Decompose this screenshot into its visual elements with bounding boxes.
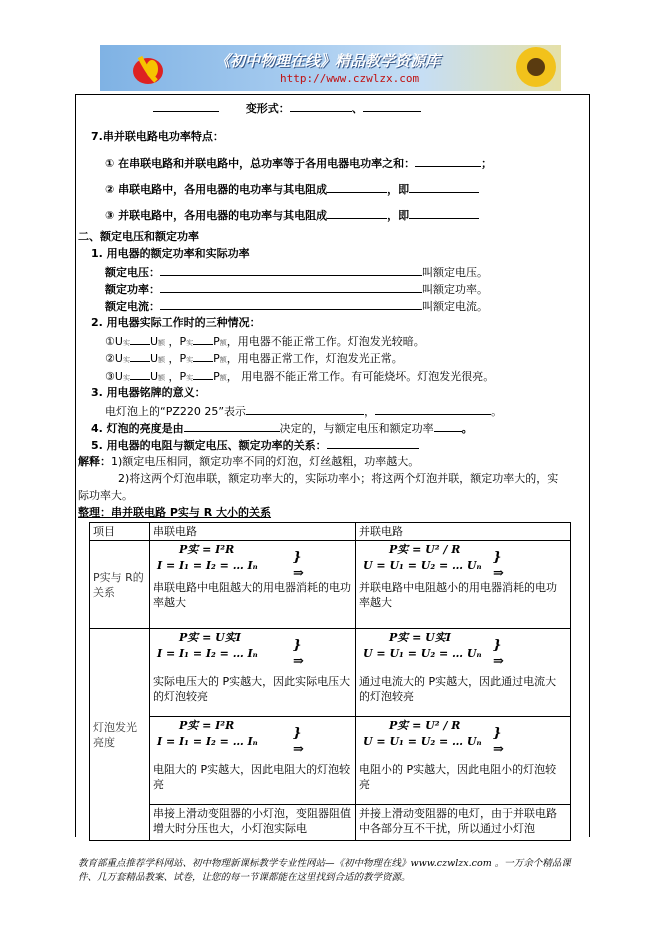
nameplate-line: 电灯泡上的“PZ220 25”表示 ， 。	[105, 405, 503, 418]
parallel-cell-1	[356, 541, 571, 629]
footer-line-2: 件、几万套精品教案、试卷，让您的每一节课都能在这里找到合适的教学资源。	[78, 872, 411, 883]
formula-line: I = I₁ = I₂ = … Iₙ	[157, 647, 258, 660]
sunflower-icon	[510, 45, 561, 91]
table-header-row	[90, 523, 571, 541]
rated-current-line: 额定电流： 叫额定电流。	[105, 300, 488, 313]
explanation-3: 际功率大。	[78, 489, 133, 502]
cell-text: 电阻小的 P实越大，因此电阻小的灯泡较亮	[359, 763, 557, 791]
deform-line: 变形式： 、	[153, 100, 421, 116]
formula-line: P实 = U² / R	[389, 719, 461, 732]
section7-item3: ③ 并联电路中，各用电器的电功率与其电阻成 ，即	[105, 207, 479, 223]
site-banner	[100, 45, 561, 91]
cell-text: 通过电流大的 P实越大，因此通过电流大的灯泡较亮	[359, 675, 557, 703]
section2-s3: 3. 用电器铭牌的意义：	[91, 386, 206, 399]
formula-line: P实 = U实I	[389, 631, 451, 644]
case3-line: ③U实 U额 ，P实 P额， 用电器不能正常工作。有可能烧坏。灯泡发光很亮。	[105, 370, 495, 383]
case1-line: ①U实 U额 ，P实 P额，用电器不能正常工作。灯泡发光较暗。	[105, 335, 425, 348]
formula-line: P实 = I²R	[179, 543, 235, 556]
series-cell-1	[150, 541, 356, 629]
cell-text: 实际电压大的 P实越大，因此实际电压大的灯泡较亮	[153, 675, 351, 703]
banner-url[interactable]: http://www.czwlzx.com	[280, 72, 420, 85]
cell-text: 电阻大的 P实越大，因此电阻大的灯泡较亮	[153, 763, 351, 791]
section2-s1: 1. 用电器的额定功率和实际功率	[91, 247, 250, 260]
formula-line: P实 = U实I	[179, 631, 241, 644]
section2-heading: 二、额定电压和额定功率	[78, 230, 199, 243]
page-footer	[78, 857, 598, 885]
implies-icon: }⇒	[493, 638, 504, 669]
table-row	[90, 629, 571, 717]
series-cell-2	[150, 629, 356, 717]
site-logo-icon	[130, 51, 166, 87]
cell-text: 并联电路中电阻越小的用电器消耗的电功率越大	[359, 581, 557, 609]
implies-icon: }⇒	[293, 726, 304, 757]
header-series: 串联电路	[150, 523, 356, 541]
header-parallel: 并联电路	[356, 523, 571, 541]
formula-line: U = U₁ = U₂ = … Uₙ	[363, 559, 482, 572]
section7-item1: ① 在串联电路和并联电路中，总功率等于各用电器电功率之和： ；	[105, 157, 493, 170]
parallel-cell-4: 并接上滑动变阻器的电灯，由于并联电路中各部分互不干扰，所以通过小灯泡	[356, 805, 571, 841]
formula-line: U = U₁ = U₂ = … Uₙ	[363, 735, 482, 748]
summary-heading: 整理：串并联电路 P实与 R 大小的关系	[78, 506, 272, 519]
rated-voltage-line: 额定电压： 叫额定电压。	[105, 266, 488, 279]
row-label-pr: P实与 R的关系	[90, 541, 150, 629]
case2-line: ②U实 U额 ，P实 P额，用电器正常工作，灯泡发光正常。	[105, 352, 403, 365]
cell-text: 串联电路中电阻越大的用电器消耗的电功率越大	[153, 581, 351, 609]
formula-line: I = I₁ = I₂ = … Iₙ	[157, 559, 258, 572]
implies-icon: }⇒	[293, 638, 304, 669]
table-row	[90, 805, 571, 841]
formula-line: U = U₁ = U₂ = … Uₙ	[363, 647, 482, 660]
table-row	[90, 717, 571, 805]
comparison-table	[89, 522, 571, 841]
parallel-cell-2	[356, 629, 571, 717]
table-row	[90, 541, 571, 629]
parallel-cell-3	[356, 717, 571, 805]
banner-title: 《初中物理在线》精品教学资源库	[215, 52, 441, 70]
footer-line-1: 教育部重点推荐学科网站、初中物理新课标教学专业性网站—《初中物理在线》www.czwlzx.com 。一万余个精品课	[78, 858, 571, 869]
rated-power-line: 额定功率： 叫额定功率。	[105, 283, 488, 296]
implies-icon: }⇒	[493, 550, 504, 581]
series-cell-3	[150, 717, 356, 805]
explanation-1: 解释：1)额定电压相同，额定功率不同的灯泡，灯丝越粗，功率越大。	[78, 455, 420, 468]
series-cell-4: 串接上滑动变阻器的小灯泡，变阻器阻值增大时分压也大，小灯泡实际电	[150, 805, 356, 841]
explanation-2: 2)将这两个灯泡串联，额定功率大的，实际功率小；将这两个灯泡并联，额定功率大的，实	[118, 472, 559, 485]
implies-icon: }⇒	[493, 726, 504, 757]
section2-s2: 2. 用电器实际工作时的三种情况：	[91, 316, 261, 329]
section7-heading: 7.串并联电路电功率特点：	[91, 130, 224, 143]
resistance-relation-line: 5. 用电器的电阻与额定电压、额定功率的关系：	[91, 437, 419, 453]
formula-line: I = I₁ = I₂ = … Iₙ	[157, 735, 258, 748]
implies-icon: }⇒	[293, 550, 304, 581]
formula-line: P实 = U² / R	[389, 543, 461, 556]
section7-item2: ② 串联电路中，各用电器的电功率与其电阻成 ，即	[105, 181, 479, 197]
brightness-line: 4. 灯泡的亮度是由 决定的，与额定电压和额定功率 。	[91, 422, 473, 435]
header-item: 项目	[90, 523, 150, 541]
row-label-brightness: 灯泡发光亮度	[90, 629, 150, 841]
formula-line: P实 = I²R	[179, 719, 235, 732]
